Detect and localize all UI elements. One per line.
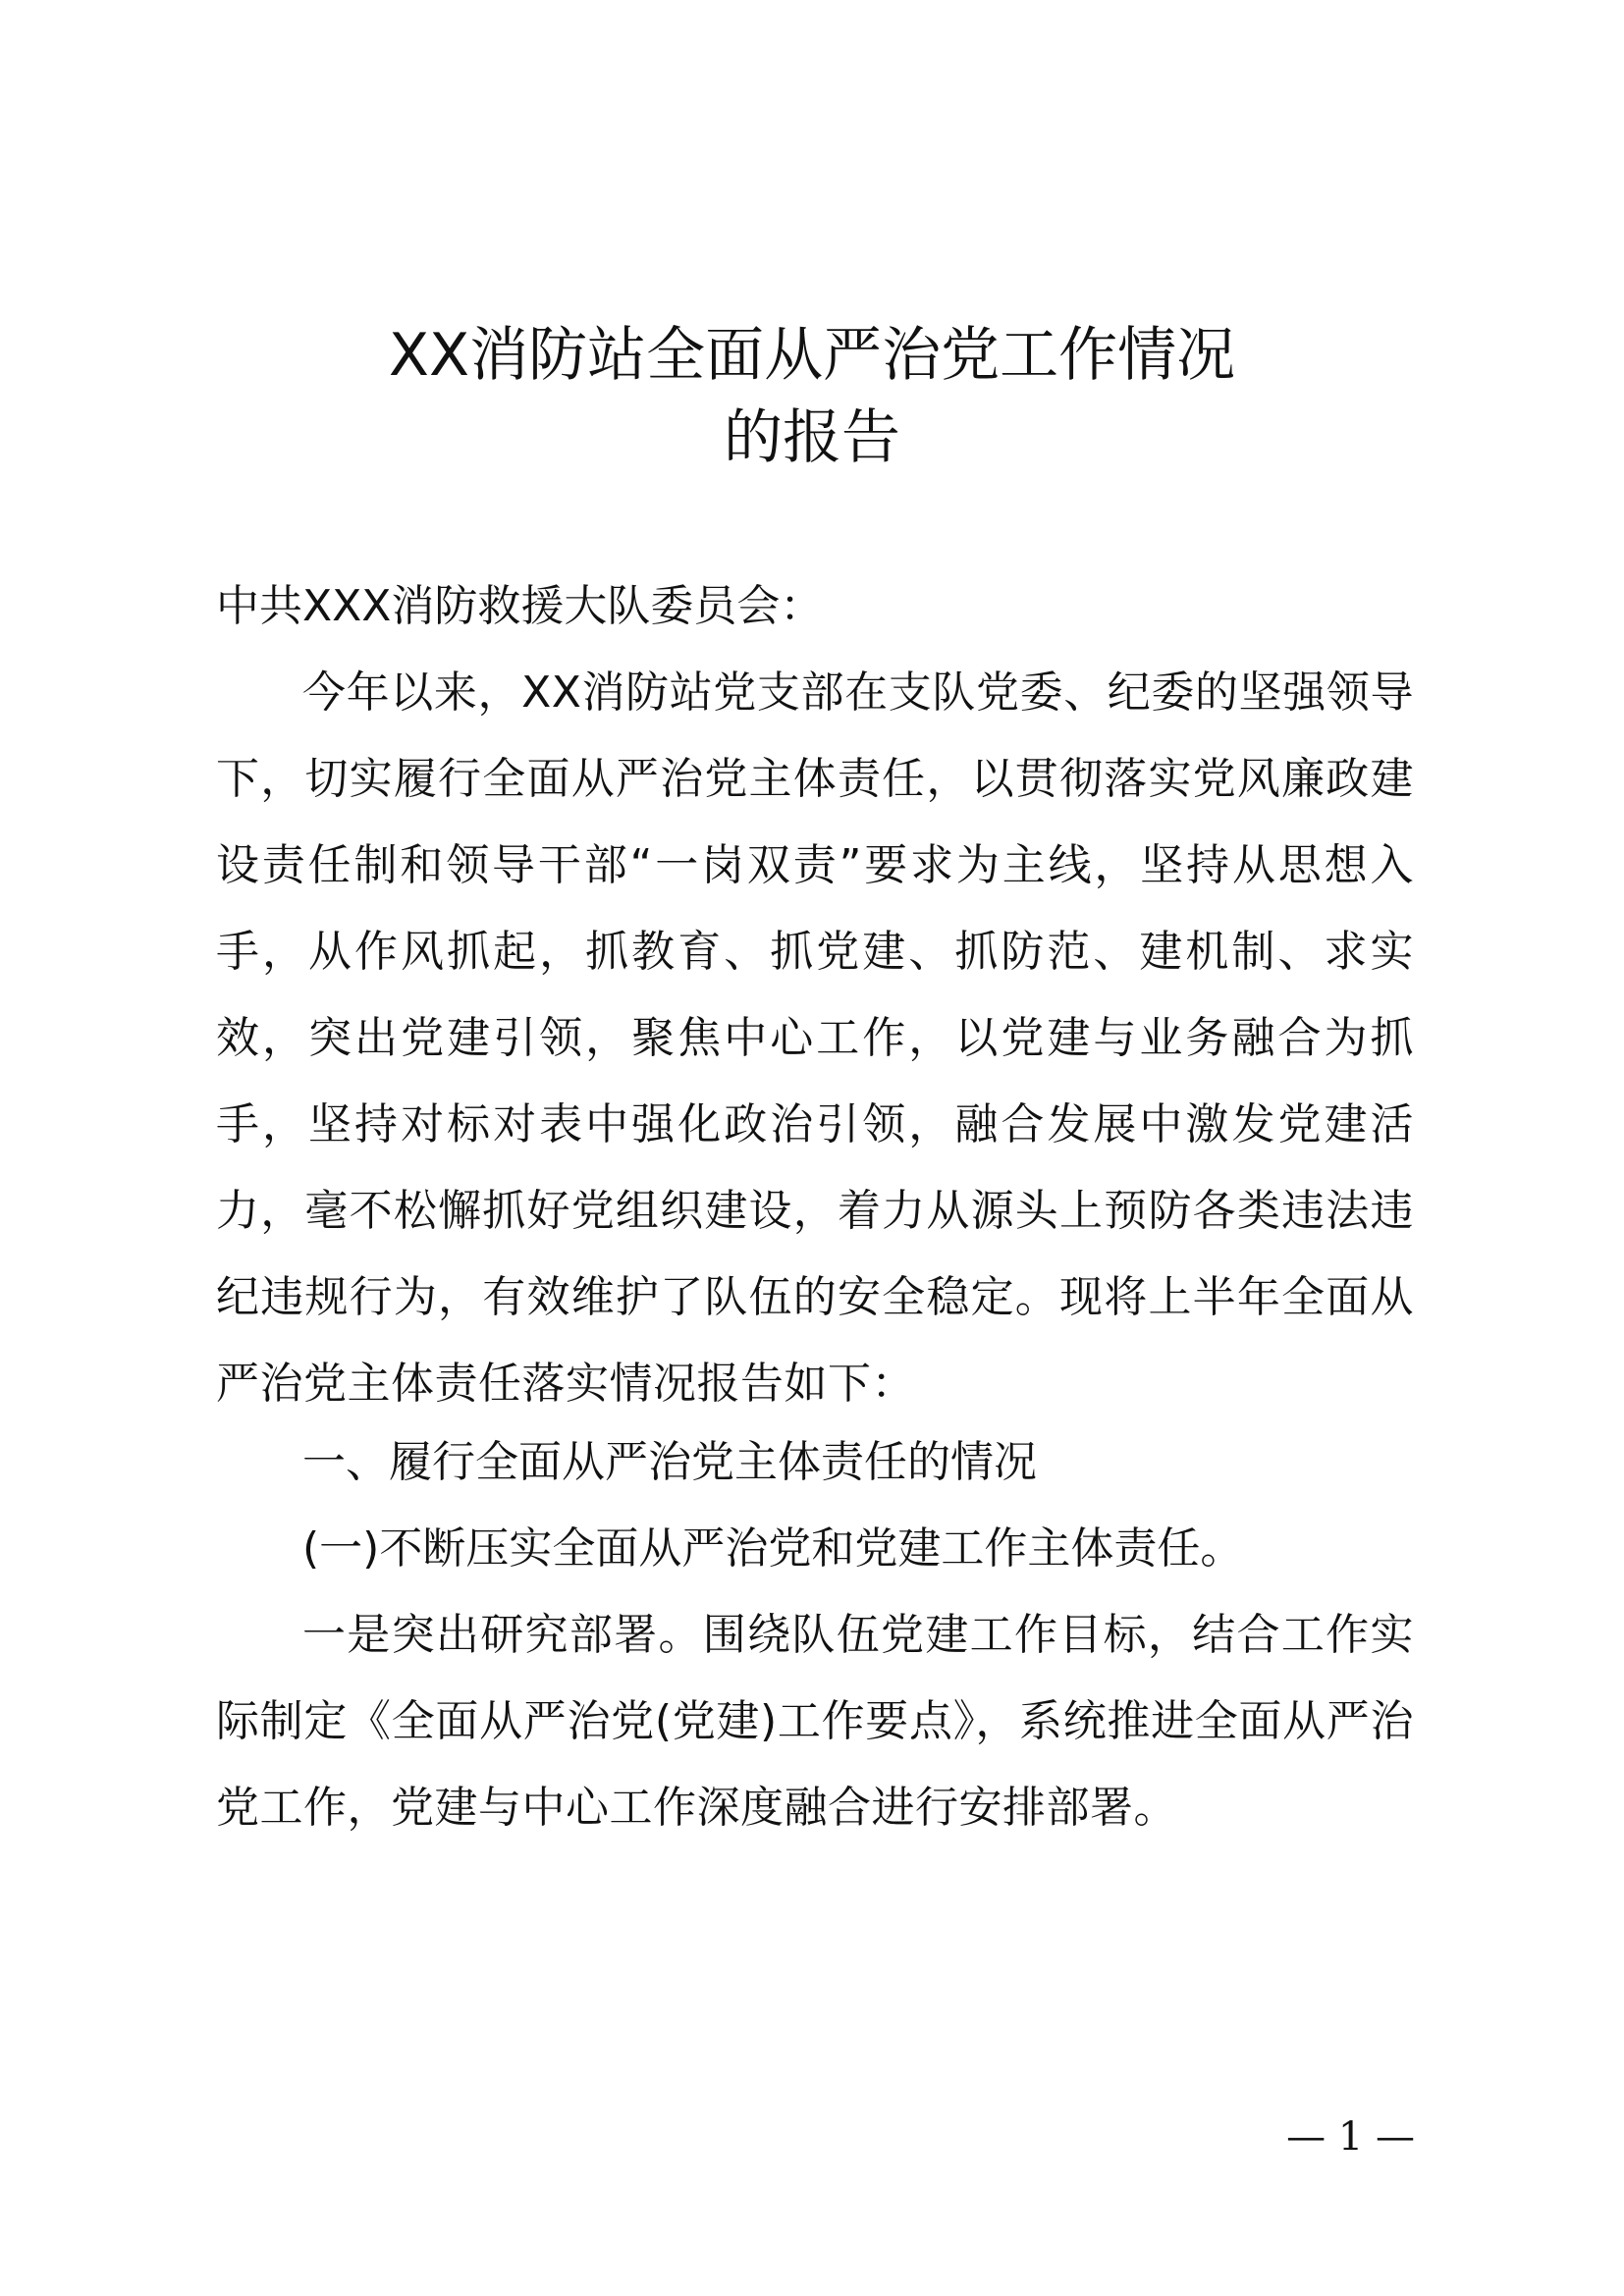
page-number: — 1 — — [1286, 2114, 1415, 2160]
point-section — [216, 1592, 1414, 1851]
salutation: 中共XXX消防救援大队委员会： — [216, 581, 824, 631]
section-heading: 一、履行全面从严治党主体责任的情况 — [302, 1437, 1037, 1487]
subsection-heading: (一)不断压实全面从严治党和党建工作主体责任。 — [302, 1523, 1244, 1574]
document-title-line-1: XX消防站全面从严治党工作情况 — [388, 321, 1236, 390]
point-paragraph: 一是突出研究部署。围绕队伍党建工作目标，结合工作实际制定《全面从严治党(党建)工作要点》，系统推进全面从严治党工作，党建与中心工作深度融合进行安排部署。 — [216, 1610, 1414, 1833]
intro-paragraph: 今年以来，XX消防站党支部在支队党委、纪委的坚强领导下，切实履行全面从严治党主体责任，以贯彻落实党风廉政建设责任制和领导干部“一岗双责”要求为主线，坚持从思想入手，从作风抓起，抓教育、抓党建、抓防范、建机制、求实效，突出党建引领，聚焦中心工作，以党建与业务融合为抓手，坚持对标对表中强化政治引领，融合发展中激发党建活力，毫不松懈抓好党组织建设，着力从源头上预防各类违法违纪违规行为，有效维护了队伍的安全稳定。现将上半年全面从严治党主体责任落实情况报告如下： — [216, 667, 1414, 1409]
intro-section — [216, 650, 1414, 1427]
document-title-line-2: 的报告 — [724, 403, 900, 472]
